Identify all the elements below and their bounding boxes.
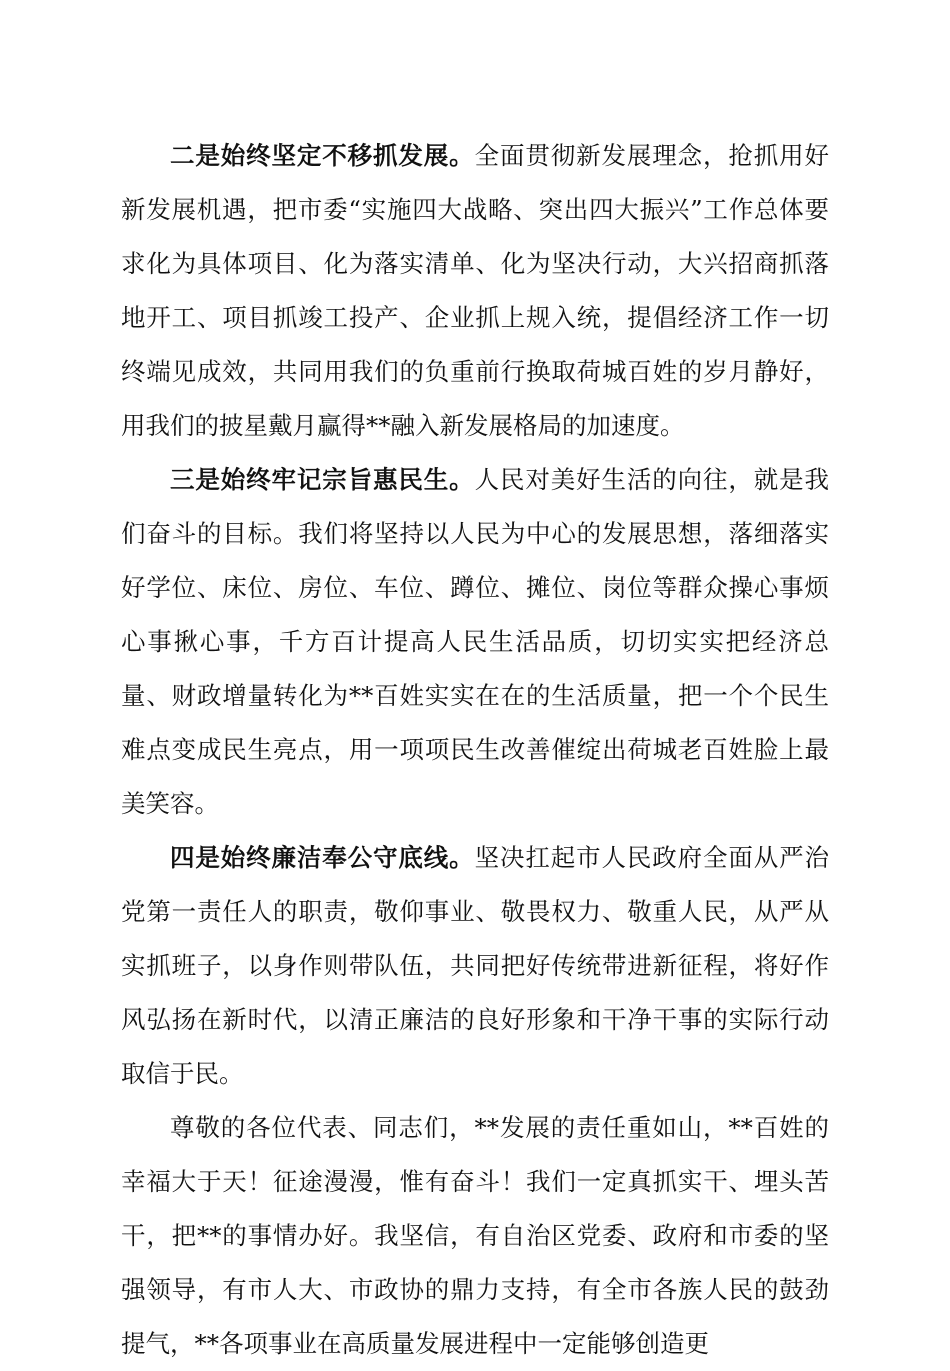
paragraph-heading: 三是始终牢记宗旨惠民生。 bbox=[170, 465, 475, 494]
paragraph-heading: 二是始终坚定不移抓发展。 bbox=[170, 141, 475, 170]
paragraph-integrity bbox=[121, 831, 829, 1101]
paragraph-closing bbox=[121, 1101, 829, 1371]
paragraph-text: 全面贯彻新发展理念，抢抓用好新发展机遇，把市委“实施四大战略、突出四大振兴”工作总体要求化为具体项目、化为落实清单、化为坚决行动，大兴招商抓落地开工、项目抓竣工投产、企业抓上规入统，提倡经济工作一切终端见成效，共同用我们的负重前行换取荷城百姓的岁月静好，用我们的披星戴月赢得**融入新发展格局的加速度。 bbox=[121, 141, 830, 440]
paragraph-livelihood bbox=[121, 453, 829, 831]
paragraph-heading: 四是始终廉洁奉公守底线。 bbox=[170, 843, 475, 872]
paragraph-text: 坚决扛起市人民政府全面从严治党第一责任人的职责，敬仰事业、敬畏权力、敬重人民，从严从实抓班子，以身作则带队伍，共同把好传统带进新征程，将好作风弘扬在新时代，以清正廉洁的良好形象和干净干事的实际行动取信于民。 bbox=[121, 843, 830, 1088]
paragraph-development bbox=[121, 129, 829, 453]
paragraph-text: 尊敬的各位代表、同志们，**发展的责任重如山，**百姓的幸福大于天！征途漫漫，惟有奋斗！我们一定真抓实干、埋头苦干，把**的事情办好。我坚信，有自治区党委、政府和市委的坚强领导，有市人大、市政协的鼎力支持，有全市各族人民的鼓劲提气，**各项事业在高质量发展进程中一定能够创造更 bbox=[121, 1113, 829, 1358]
document-body bbox=[121, 129, 829, 1371]
paragraph-text: 人民对美好生活的向往，就是我们奋斗的目标。我们将坚持以人民为中心的发展思想，落细落实好学位、床位、房位、车位、蹲位、摊位、岗位等群众操心事烦心事揪心事，千方百计提高人民生活品质，切切实实把经济总量、财政增量转化为**百姓实实在在的生活质量，把一个个民生难点变成民生亮点，用一项项民生改善催绽出荷城老百姓脸上最美笑容。 bbox=[121, 465, 830, 818]
